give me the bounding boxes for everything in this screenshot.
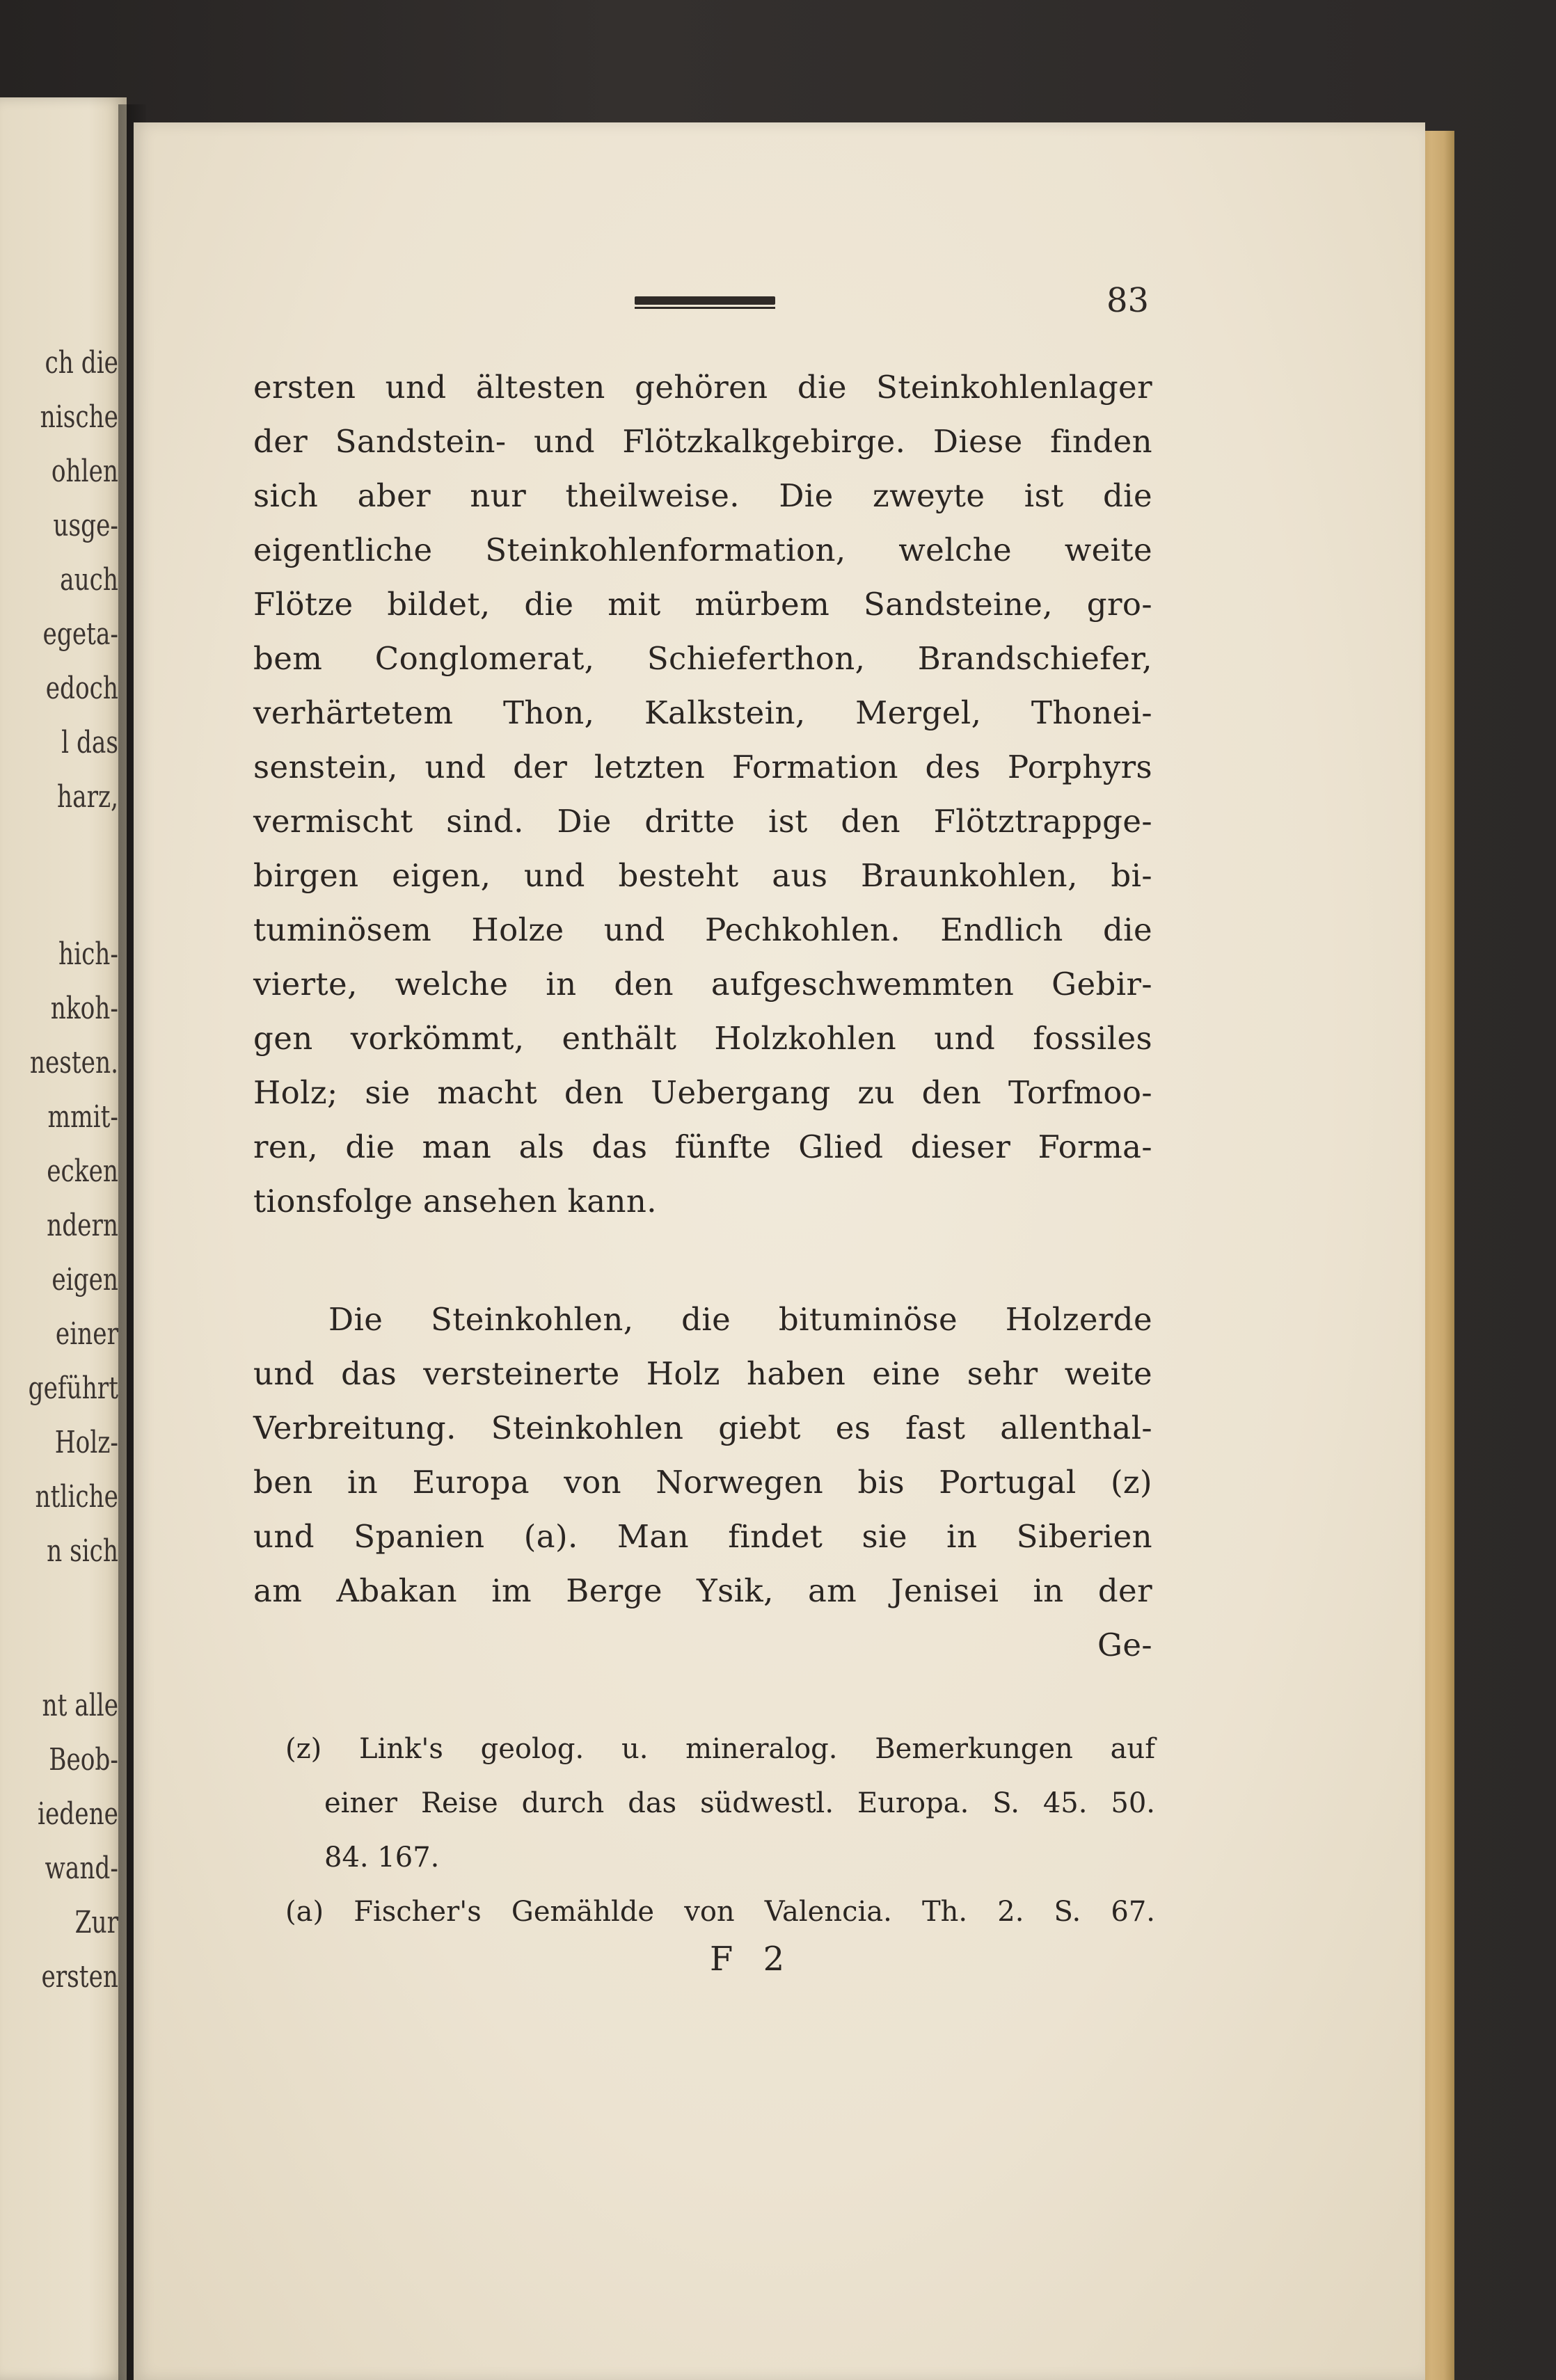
text-line: und das versteinerte Holz haben eine sehr weite [253, 1355, 1152, 1392]
margin-fragment: ecken [47, 1153, 118, 1189]
text-line: am Abakan im Berge Ysik, am Jenisei in der [253, 1572, 1152, 1609]
margin-fragment: geführt [28, 1371, 119, 1406]
text-line: ren, die man als das fünfte Glied dieser Forma- [253, 1128, 1152, 1165]
margin-fragment: nesten. [29, 1045, 118, 1080]
text-line: birgen eigen, und besteht aus Braunkohlen, bi- [253, 857, 1152, 894]
text-line: und Spanien (a). Man findet sie in Siberien [253, 1518, 1152, 1555]
footnote-z-cont: 84. 167. [324, 1842, 440, 1874]
text-line: tuminösem Holze und Pechkohlen. Endlich die [253, 911, 1152, 948]
text-line: senstein, und der letzten Formation des Porphyrs [253, 749, 1152, 785]
footnote-z: (z) Link's geolog. u. mineralog. Bemerkungen auf [285, 1733, 1155, 1765]
margin-fragment: auch [60, 562, 118, 598]
text-line: Verbreitung. Steinkohlen giebt es fast allenthal- [253, 1409, 1152, 1446]
text-line: Flötze bildet, die mit mürbem Sandsteine, gro- [253, 586, 1152, 623]
margin-fragment: egeta- [42, 616, 118, 652]
margin-fragment: ndern [47, 1208, 118, 1243]
text-line: Die Steinkohlen, die bituminöse Holzerde [328, 1301, 1152, 1338]
margin-fragment: ersten [41, 1959, 118, 1995]
margin-fragment: ohlen [51, 454, 118, 489]
page-number: 83 [1106, 281, 1150, 320]
text-line: der Sandstein- und Flötzkalkgebirge. Diese finden [253, 423, 1152, 460]
text-line: vermischt sind. Die dritte ist den Flötztrappge- [253, 803, 1152, 840]
margin-fragment: n sich [47, 1533, 118, 1569]
catchword: Ge- [1097, 1627, 1152, 1663]
header-rule [635, 296, 775, 305]
text-line: gen vorkömmt, enthält Holzkohlen und fossiles [253, 1020, 1152, 1057]
margin-fragment: Beob- [49, 1742, 118, 1778]
margin-fragment: nische [40, 399, 119, 435]
margin-fragment: einer [55, 1316, 118, 1352]
text-line: eigentliche Steinkohlenformation, welche weite [253, 532, 1152, 568]
margin-fragment: edoch [45, 671, 118, 706]
margin-fragment: nt alle [42, 1688, 118, 1723]
signature-mark: F 2 [710, 1940, 795, 1979]
facing-page-left [0, 97, 127, 2380]
text-line: bem Conglomerat, Schieferthon, Brandschiefer, [253, 640, 1152, 677]
margin-fragment: eigen [51, 1262, 118, 1297]
margin-fragment: Holz- [54, 1425, 118, 1460]
margin-fragment: harz, [57, 779, 118, 815]
text-line: vierte, welche in den aufgeschwemmten Gebir- [253, 966, 1152, 1003]
text-line: ersten und ältesten gehören die Steinkohlenlager [253, 369, 1152, 406]
margin-fragment: wand- [45, 1851, 118, 1886]
text-line: ben in Europa von Norwegen bis Portugal (z) [253, 1464, 1152, 1501]
footnote-z-cont: einer Reise durch das südwestl. Europa. S. 45. 50. [324, 1787, 1155, 1819]
margin-fragment: Zur [74, 1905, 118, 1940]
margin-fragment: l das [61, 725, 118, 760]
footnote-a: (a) Fischer's Gemählde von Valencia. Th. 2. S. 67. [285, 1896, 1155, 1928]
margin-fragment: mmit- [47, 1099, 118, 1135]
margin-fragment: ch die [45, 345, 118, 381]
text-line: sich aber nur theilweise. Die zweyte ist die [253, 477, 1152, 514]
margin-fragment: usge- [53, 508, 118, 543]
margin-fragment: iedene [38, 1796, 118, 1832]
text-line: Holz; sie macht den Uebergang zu den Torfmoo- [253, 1074, 1152, 1111]
margin-fragment: hich- [58, 936, 118, 972]
text-line: tionsfolge ansehen kann. [253, 1183, 657, 1220]
margin-fragment: nkoh- [50, 991, 118, 1026]
text-line: verhärtetem Thon, Kalkstein, Mergel, Thonei- [253, 694, 1152, 731]
margin-fragment: ntliche [35, 1479, 118, 1515]
